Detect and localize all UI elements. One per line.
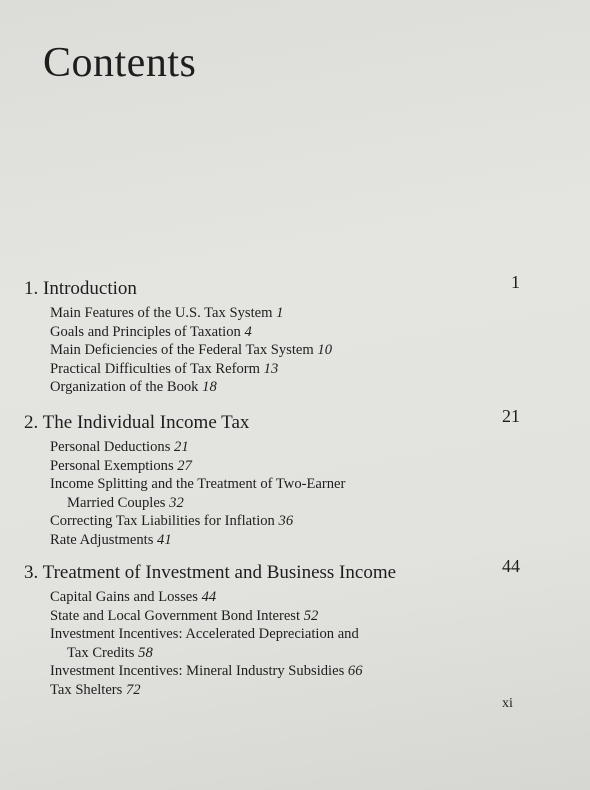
entry-page-number: 41	[157, 531, 172, 548]
entry-page-number: 58	[138, 644, 153, 661]
toc-entry: Tax Shelters 72	[50, 681, 141, 698]
toc-entry: State and Local Government Bond Interest 52	[50, 607, 319, 624]
toc-entry: Organization of the Book 18	[50, 379, 217, 395]
toc-entry: Investment Incentives: Mineral Industry Subsidies 66	[50, 663, 363, 679]
toc-entry: Correcting Tax Liabilities for Inflation 36	[50, 513, 294, 529]
toc-entry-continuation: Married Couples 32	[67, 494, 184, 511]
toc-entry: Investment Incentives: Accelerated Depreciation and	[50, 626, 359, 642]
toc-entry: Main Features of the U.S. Tax System 1	[50, 305, 284, 321]
toc-entry: Rate Adjustments 41	[50, 531, 172, 548]
chapter-page-number: 44	[502, 556, 520, 576]
toc-entry: Goals and Principles of Taxation 4	[50, 323, 252, 340]
entry-page-number: 72	[126, 681, 141, 698]
chapter-3	[24, 556, 520, 699]
chapter-heading: 2. The Individual Income Tax	[24, 412, 250, 433]
chapter-heading: 1. Introduction	[24, 278, 137, 299]
entry-page-number: 52	[303, 607, 319, 624]
chapter-2	[24, 406, 520, 549]
chapter-heading: 3. Treatment of Investment and Business Income	[24, 562, 397, 583]
entry-page-number: 10	[317, 342, 332, 358]
toc-entry: Capital Gains and Losses 44	[50, 589, 217, 605]
toc-entry: Income Splitting and the Treatment of Two-Earner	[50, 476, 346, 492]
entry-page-number: 4	[244, 323, 252, 340]
toc-entry: Practical Difficulties of Tax Reform 13	[50, 360, 279, 377]
entry-page-number: 18	[202, 379, 217, 395]
entry-page-number: 66	[347, 663, 363, 679]
toc-entry-continuation: Tax Credits 58	[67, 644, 153, 661]
chapter-page-number: 21	[502, 406, 520, 426]
entry-page-number: 32	[169, 494, 184, 511]
page-folio: xi	[502, 696, 513, 711]
toc-entry: Personal Deductions 21	[50, 439, 189, 455]
toc-entry: Personal Exemptions 27	[50, 457, 192, 474]
chapter-1	[24, 272, 520, 397]
entry-page-number: 36	[278, 513, 294, 529]
toc-entry: Main Deficiencies of the Federal Tax System 10	[50, 342, 332, 358]
entry-page-number: 1	[276, 305, 284, 321]
entry-page-number: 44	[201, 589, 217, 605]
chapter-page-number: 1	[511, 272, 520, 292]
entry-page-number: 27	[177, 457, 192, 474]
entry-page-number: 13	[263, 360, 279, 377]
page-title: Contents	[43, 40, 197, 86]
entry-page-number: 21	[174, 439, 189, 455]
